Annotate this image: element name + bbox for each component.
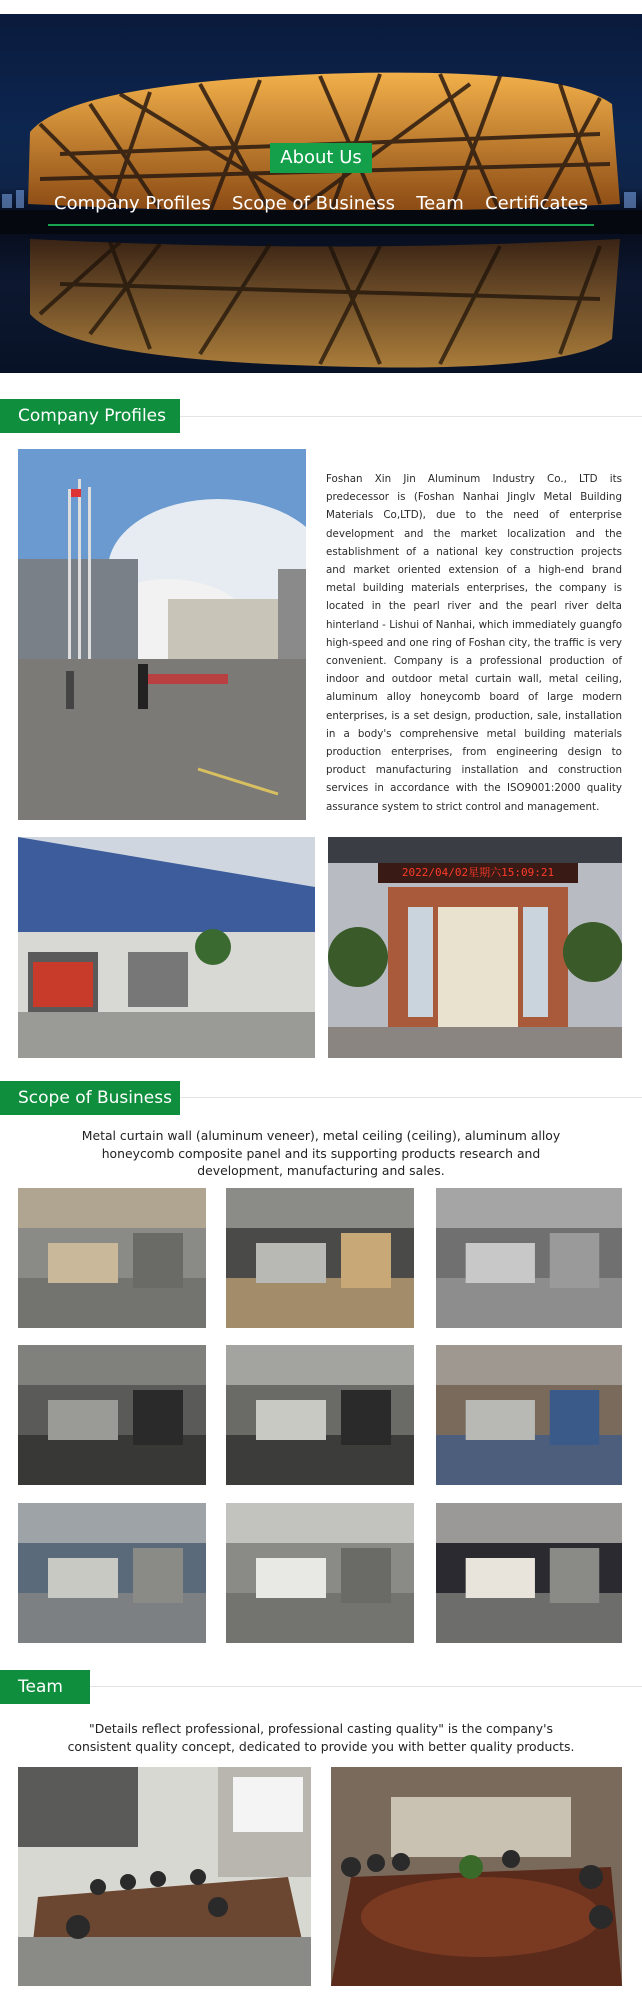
hero-banner [0, 14, 642, 373]
company-profile-text: Foshan Xin Jin Aluminum Industry Co., LTD its predecessor is (Foshan Nanhai Jinglv Metal Building Materials Co,LTD), due to the need of enterprise development and the market localization and the establishment of a national key construction projects and market oriented extension of a high-end brand metal building materials enterprises, the company is located in the pearl river and the pearl river delta hinterland - Lishui of Nanhai, which immediately guangfo high-speed and one ring of Foshan city, the traffic is very convenient. Company is a professional production of indoor and outdoor metal curtain wall, metal ceiling, aluminum alloy honeycomb board of large modern enterprises, is a set design, production, sale, installation in a body's comprehensive metal building materials production enterprises, from engineering design to product manufacturing installation and construction services in accordance with the ISO9001:2000 quality assurance system to strict control and management. [326, 473, 622, 813]
assembly-tables-photo [226, 1503, 414, 1643]
aluminum-coil-photo [226, 1188, 414, 1328]
extrusion-workshop-photo [18, 1503, 206, 1643]
led-clock-sign: 2022/04/02星期六15:09:21 [401, 866, 555, 879]
factory-warehouse-photo [18, 837, 315, 1058]
factory-entrance-photo [18, 449, 306, 820]
team-description: "Details reflect professional, professional casting quality" is the company's consistent quality concept, dedicated to provide you with better quality products. [67, 1721, 575, 1754]
nav-certificates[interactable]: Certificates [485, 193, 588, 214]
section-title-team: Team [0, 1670, 90, 1704]
nav-team[interactable]: Team [416, 193, 464, 214]
section-title-company-profiles: Company Profiles [0, 399, 180, 433]
team-meeting-photo-1 [18, 1767, 311, 1986]
finished-panels-photo [436, 1503, 622, 1643]
business-description: Metal curtain wall (aluminum veneer), metal ceiling (ceiling), aluminum alloy honeycomb composite panel and its supporting products research and development, manufacturing and sales. [81, 1128, 561, 1178]
welding-worker-photo [18, 1345, 206, 1485]
nav-scope-of-business[interactable]: Scope of Business [231, 193, 395, 214]
aluminum-rods-photo [436, 1188, 622, 1328]
office-entrance-photo [328, 837, 622, 1058]
panel-fabrication-photo [226, 1345, 414, 1485]
nav-company-profiles[interactable]: Company Profiles [54, 193, 211, 214]
hero-nav [48, 192, 594, 226]
aluminum-stock-photo [18, 1188, 206, 1328]
workshop-floor-photo [436, 1345, 622, 1485]
divider [0, 1686, 642, 1687]
section-title-scope-of-business: Scope of Business [0, 1081, 180, 1115]
team-meeting-photo-2 [331, 1767, 622, 1986]
about-us-badge: About Us [270, 143, 372, 173]
